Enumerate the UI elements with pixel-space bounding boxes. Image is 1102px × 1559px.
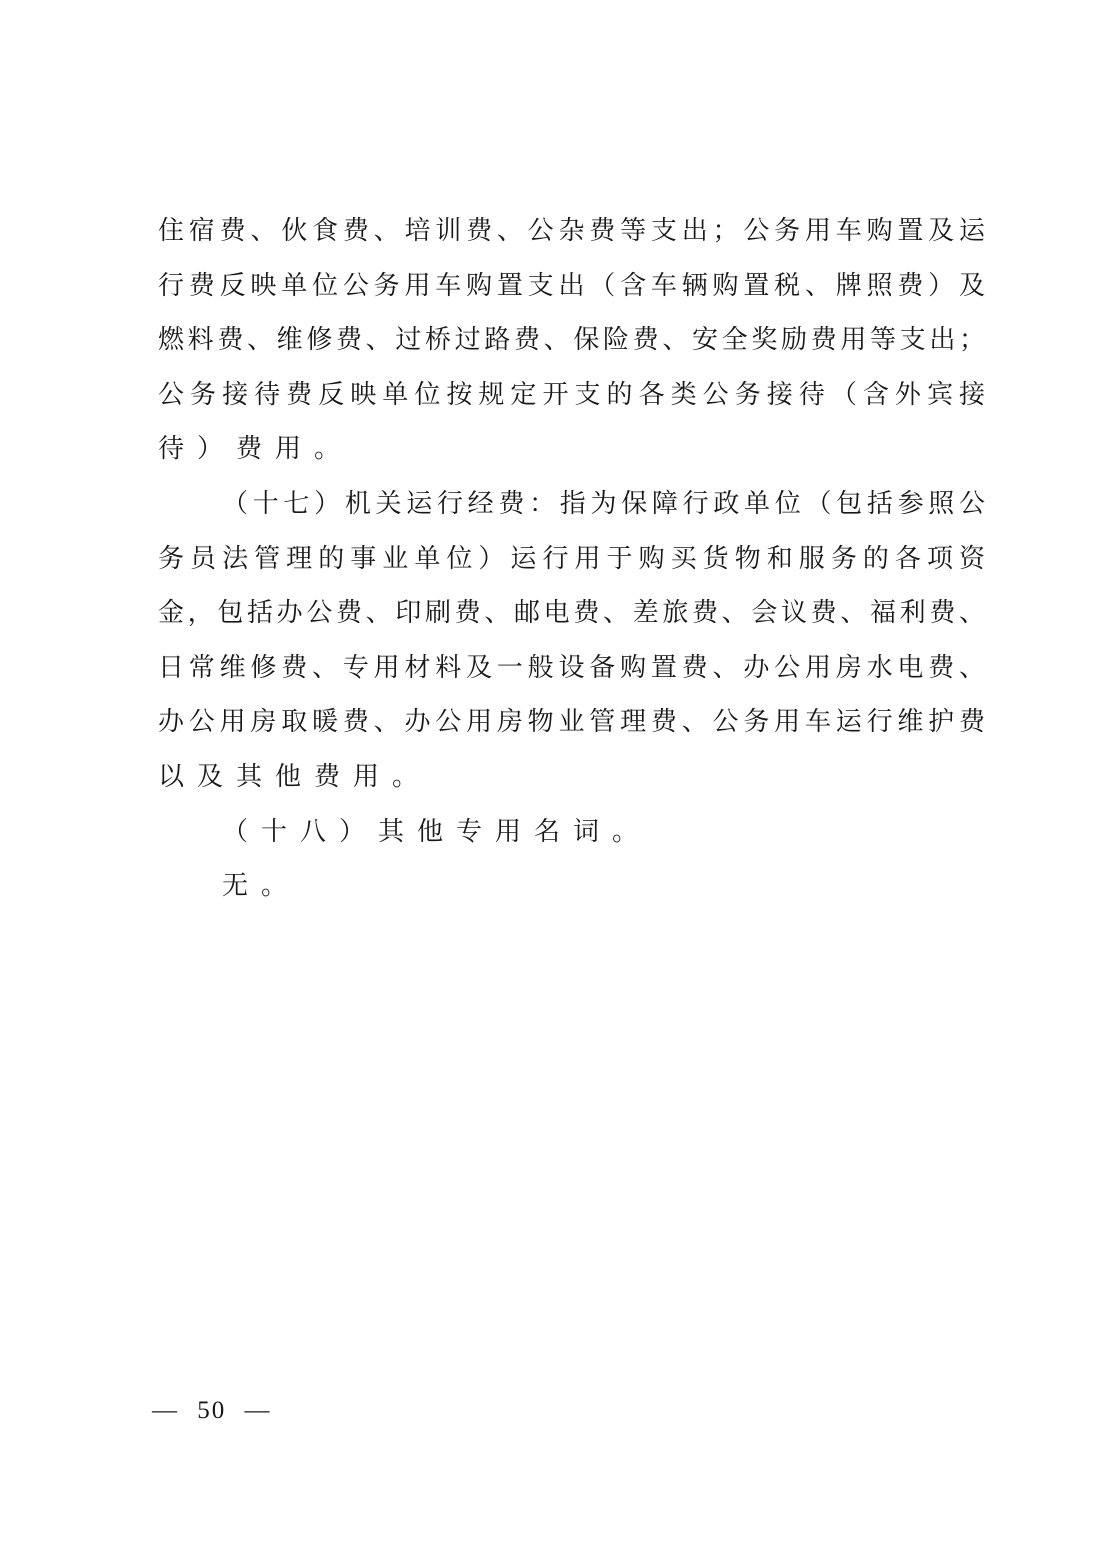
text-line: （十八）其他专用名词。 [222,816,652,846]
text-line: （十七）机关运行经费：指为保障行政单位（包括参照公 [222,488,985,518]
text-line: 以及其他费用。 [158,761,432,791]
text-line: 燃料费、维修费、过桥过路费、保险费、安全奖励费用等支出； [158,325,985,355]
text-line: 公务接待费反映单位按规定开支的各类公务接待（含外宾接 [158,379,985,409]
document-body [158,204,985,914]
text-line: 待）费用。 [158,434,354,464]
text-line: 行费反映单位公务用车购置支出（含车辆购置税、牌照费）及 [158,270,985,300]
text-line: 办公用房取暖费、办公用房物业管理费、公务用车运行维护费 [158,707,985,737]
text-line: 金，包括办公费、印刷费、邮电费、差旅费、会议费、福利费、 [158,598,985,628]
text-line: 住宿费、伙食费、培训费、公杂费等支出；公务用车购置及运 [158,216,985,245]
page-number: — 50 — [152,1397,272,1424]
text-line: 日常维修费、专用材料及一般设备购置费、办公用房水电费、 [158,652,985,682]
text-line: 务员法管理的事业单位）运行用于购买货物和服务的各项资 [158,543,985,573]
text-line: 无。 [222,871,301,901]
